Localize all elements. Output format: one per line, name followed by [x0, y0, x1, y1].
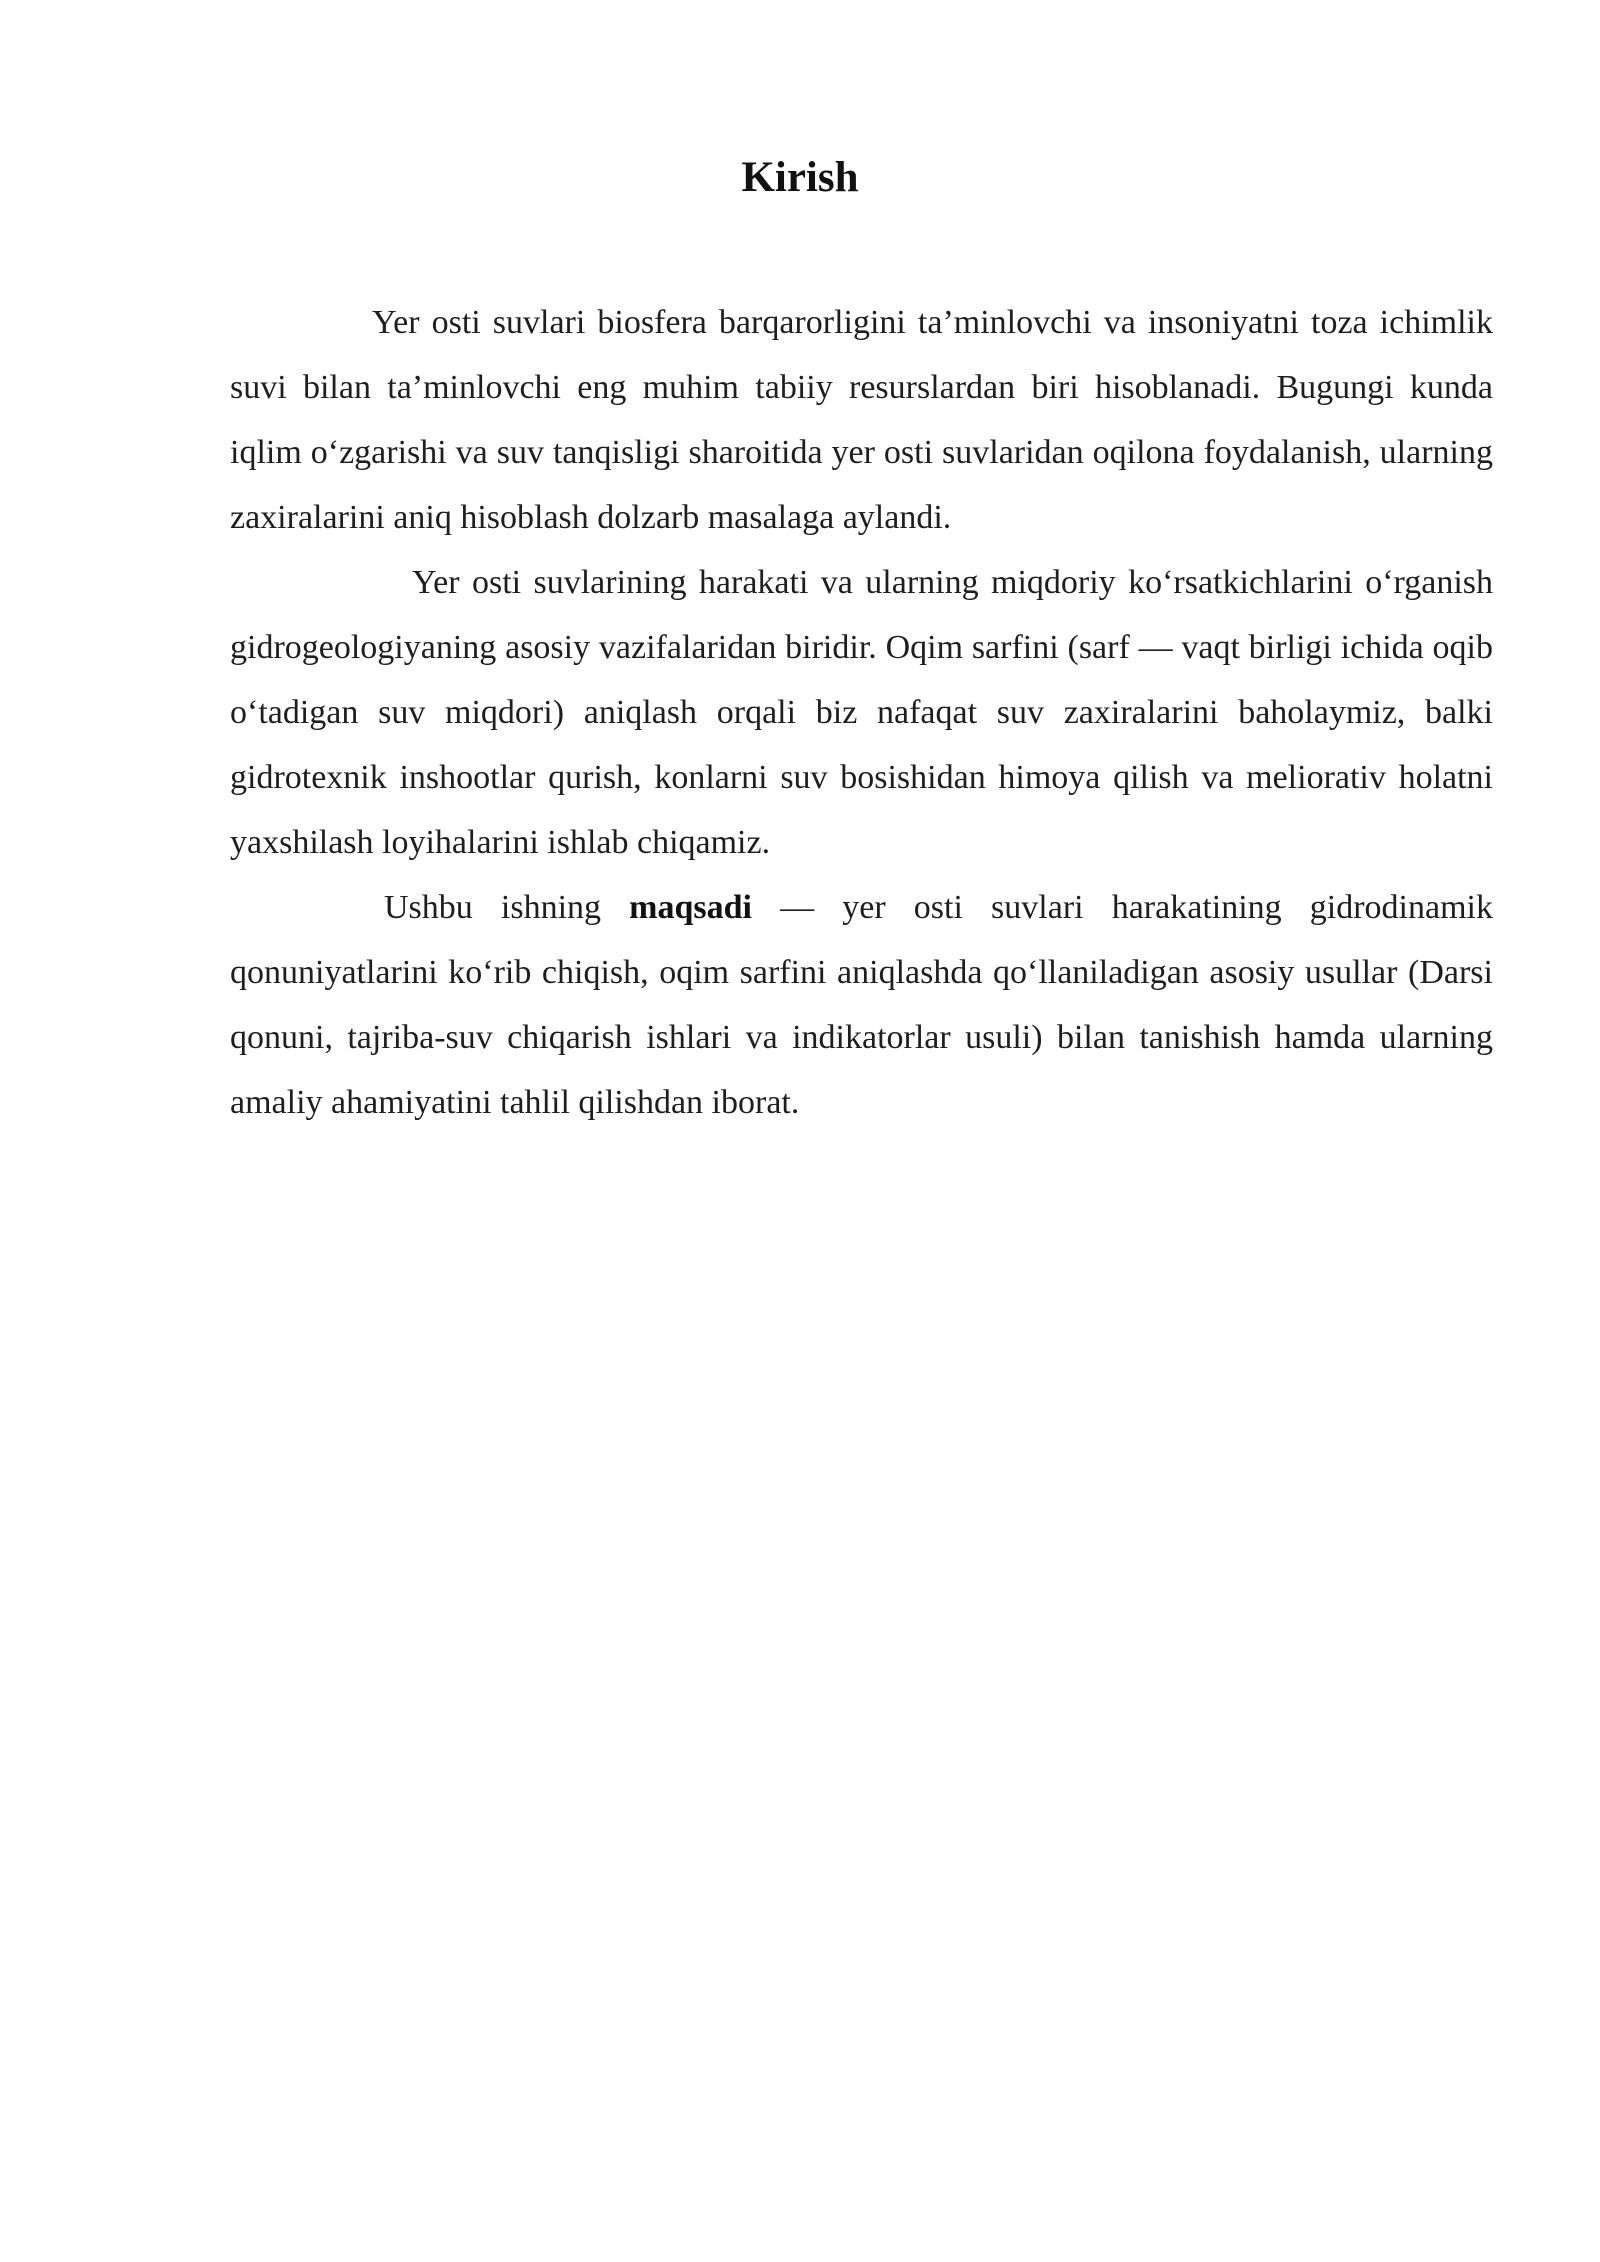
page-title: Kirish: [741, 154, 859, 201]
paragraph-objective: [230, 875, 1493, 1135]
objective-rest-text: — yer osti suvlari harakatining gidrodinamik qonuniyatlarini ko‘rib chiqish, oqim sarfini aniqlashda qo‘llaniladigan asosiy usullar (Darsi qonuni, tajriba-suv chiqarish ishlari va indikatorlar usuli) bilan tanishish hamda ularning amaliy ahamiyatini tahlil qilishdan iborat.: [230, 889, 1493, 1121]
document-body: [230, 290, 1493, 1135]
paragraph-intro: Yer osti suvlari biosfera barqarorligini ta’minlovchi va insoniyatni toza ichimlik suvi bilan ta’minlovchi eng muhim tabiiy resurslardan biri hisoblanadi. Bugungi kunda iqlim o‘zgarishi va suv tanqisligi sharoitida yer osti suvlaridan oqilona foydalanish, ularning zaxiralarini aniq hisoblash dolzarb masalaga aylandi.: [230, 304, 1493, 536]
objective-keyword: maqsadi: [629, 889, 752, 926]
objective-lead-text: Ushbu ishning: [384, 889, 630, 926]
paragraph-groundwater-movement: Yer osti suvlarining harakati va ularning miqdoriy ko‘rsatkichlarini o‘rganish gidrogeologiyaning asosiy vazifalaridan biridir. Oqim sarfini (sarf — vaqt birligi ichida oqib o‘tadigan suv miqdori) aniqlash orqali biz nafaqat suv zaxiralarini baholaymiz, balki gidrotexnik inshootlar qurish, konlarni suv bosishidan himoya qilish va meliorativ holatni yaxshilash loyihalarini ishlab chiqamiz.: [230, 564, 1493, 861]
